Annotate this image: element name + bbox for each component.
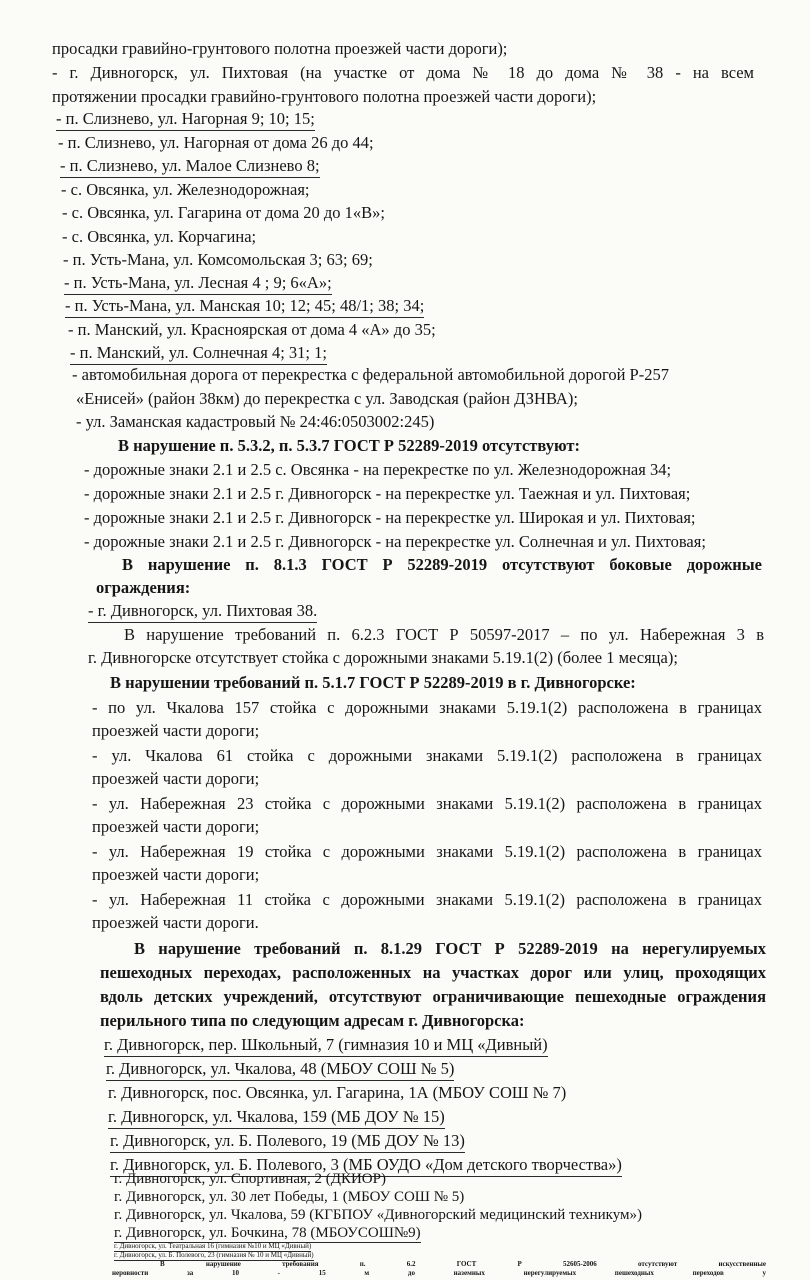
text-line: проезжей части дороги.	[92, 913, 259, 932]
address-line: г. Дивногорск, ул. Б. Полевого, 3 (МБ ОУДО «Дом детского творчества»)	[110, 1154, 622, 1177]
text-line: - п. Усть-Мана, ул. Комсомольская 3; 63; 69;	[63, 250, 373, 269]
address-line: - п. Слизнево, ул. Малое Слизнево 8;	[60, 155, 320, 178]
section-heading: ограждения:	[96, 578, 191, 597]
section-heading: перильного типа по следующим адресам г. Дивногорска:	[100, 1011, 525, 1030]
text-line: г. Дивногорск, пос. Овсянка, ул. Гагарина, 1А (МБОУ СОШ № 7)	[108, 1083, 567, 1102]
text-line: - ул. Набережная 11 стойка с дорожными знаками 5.19.1(2) расположена в границах	[92, 890, 762, 909]
text-line: - ул. Заманская кадастровый № 24:46:0503002:245)	[76, 412, 435, 431]
text-line: - по ул. Чкалова 157 стойка с дорожными знаками 5.19.1(2) расположена в границах	[92, 698, 762, 717]
text-line: «Енисей» (район 38км) до перекрестка с ул. Заводская (район ДЗНВА);	[76, 389, 578, 408]
section-heading: В нарушение требования п. 6.2 ГОСТ Р 52605-2006 отсутствуют искусственные	[160, 1260, 766, 1268]
section-heading: вдоль детских учреждений, отсутствуют ограничивающие пешеходные ограждения	[100, 987, 766, 1006]
address-line: г. Дивногорск, ул. Бочкина, 78 (МБОУСОШ№9)	[114, 1225, 421, 1241]
text-line: г. Дивногорск, ул. Чкалова, 59 (КГБПОУ «Дивногорский медицинский техникум»)	[114, 1207, 643, 1223]
text-line: г. Дивногорск, ул. Спортивная, 2 (ДКИОР)	[114, 1171, 386, 1187]
text-line: - дорожные знаки 2.1 и 2.5 г. Дивногорск - на перекрестке ул. Солнечная и ул. Пихтовая;	[84, 532, 706, 551]
text-line: проезжей части дороги;	[92, 721, 260, 740]
text-line: - ул. Набережная 19 стойка с дорожными знаками 5.19.1(2) расположена в границах	[92, 842, 762, 861]
text-line: - г. Дивногорск, ул. Пихтовая (на участке от дома № 18 до дома № 38 - на всем	[52, 63, 754, 82]
section-heading: В нарушение требований п. 8.1.29 ГОСТ Р 52289-2019 на нерегулируемых	[134, 939, 766, 958]
section-heading: В нарушение п. 8.1.3 ГОСТ Р 52289-2019 отсутствуют боковые дорожные	[122, 555, 762, 574]
address-line: г. Дивногорск, ул. Чкалова, 159 (МБ ДОУ № 15)	[108, 1106, 445, 1129]
address-line: г. Дивногорск, ул. Б. Полевого, 19 (МБ ДОУ № 13)	[110, 1130, 465, 1153]
text-line: проезжей части дороги;	[92, 865, 260, 884]
address-line: г. Дивногорск, пер. Школьный, 7 (гимназия 10 и МЦ «Дивный)	[104, 1034, 548, 1057]
text-line: - дорожные знаки 2.1 и 2.5 г. Дивногорск - на перекрестке ул. Широкая и ул. Пихтовая;	[84, 508, 696, 527]
text-line: проезжей части дороги;	[92, 817, 260, 836]
text-line: - ул. Набережная 23 стойка с дорожными знаками 5.19.1(2) расположена в границах	[92, 794, 762, 813]
address-line: - п. Слизнево, ул. Нагорная 9; 10; 15;	[56, 108, 315, 131]
text-line: г. Дивногорске отсутствует стойка с дорожными знаками 5.19.1(2) (более 1 месяца);	[88, 648, 678, 667]
address-line: - г. Дивногорск, ул. Пихтовая 38.	[88, 600, 317, 623]
text-line: - п. Слизнево, ул. Нагорная от дома 26 до 44;	[58, 133, 374, 152]
section-heading: В нарушении требований п. 5.1.7 ГОСТ Р 52289-2019 в г. Дивногорске:	[110, 673, 636, 692]
address-line: г. Дивногорск, ул. Театральная 16 (гимназия №10 и МЦ «Дивный)	[114, 1242, 312, 1250]
text-line: проезжей части дороги;	[92, 769, 260, 788]
section-heading: В нарушение п. 5.3.2, п. 5.3.7 ГОСТ Р 52289-2019 отсутствуют:	[118, 436, 580, 455]
text-line: протяжении просадки гравийно-грунтового полотна проезжей части дороги);	[52, 87, 597, 106]
address-line: г. Дивногорск, ул. Чкалова, 48 (МБОУ СОШ № 5)	[106, 1058, 454, 1081]
text-line: В нарушение требований п. 6.2.3 ГОСТ Р 50597-2017 – по ул. Набережная 3 в	[124, 625, 764, 644]
text-line: - автомобильная дорога от перекрестка с федеральной автомобильной дорогой Р-257	[72, 365, 669, 384]
text-line: - ул. Чкалова 61 стойка с дорожными знаками 5.19.1(2) расположена в границах	[92, 746, 762, 765]
section-heading: пешеходных переходах, расположенных на участках дорог или улиц, проходящих	[100, 963, 766, 982]
text-line: - дорожные знаки 2.1 и 2.5 с. Овсянка - на перекрестке по ул. Железнодорожная 34;	[84, 460, 672, 479]
text-line: - п. Манский, ул. Красноярская от дома 4 «А» до 35;	[68, 320, 436, 339]
address-line: - п. Усть-Мана, ул. Лесная 4 ; 9; 6«А»;	[64, 272, 332, 295]
text-line: - с. Овсянка, ул. Гагарина от дома 20 до 1«В»;	[62, 203, 386, 222]
section-heading: неровности за 10 - 15 м до наземных нерегулируемых пешеходных переходов у	[112, 1269, 766, 1277]
text-line: - с. Овсянка, ул. Корчагина;	[62, 227, 257, 246]
text-line: просадки гравийно-грунтового полотна проезжей части дороги);	[52, 39, 508, 58]
text-line: г. Дивногорск, ул. 30 лет Победы, 1 (МБОУ СОШ № 5)	[114, 1189, 465, 1205]
address-line: - п. Усть-Мана, ул. Манская 10; 12; 45; 48/1; 38; 34;	[65, 295, 424, 318]
address-line: - п. Манский, ул. Солнечная 4; 31; 1;	[70, 342, 327, 365]
text-line: - дорожные знаки 2.1 и 2.5 г. Дивногорск - на перекрестке ул. Таежная и ул. Пихтовая;	[84, 484, 691, 503]
text-line: - с. Овсянка, ул. Железнодорожная;	[61, 180, 310, 199]
address-line: г. Дивногорск, ул. Б. Полевого, 23 (гимназия № 10 и МЦ «Дивный)	[114, 1251, 314, 1259]
